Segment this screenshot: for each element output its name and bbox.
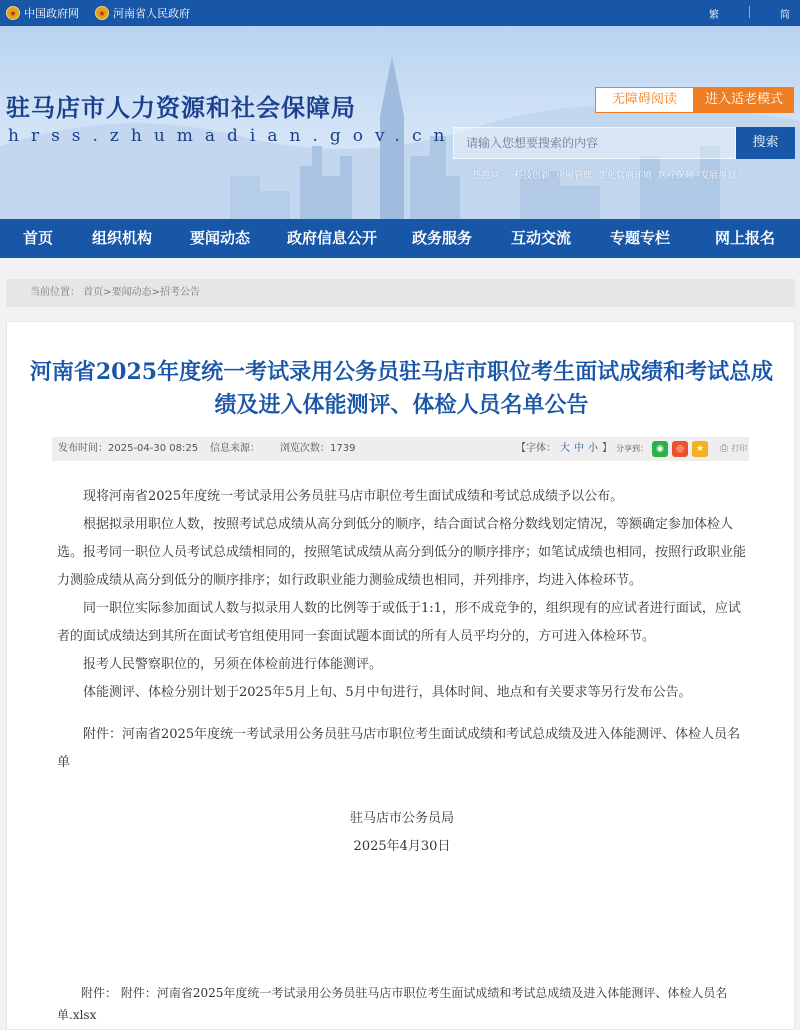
nav-home[interactable]: 首页: [22, 229, 53, 247]
paragraph: 同一职位实际参加面试人数与拟录用人数的比例等于或低于1:1，形不成竞争的，组织现有的应试者进行面试，应试者的面试成绩达到其所在面试考官组使用同一套面试题本面试的所有人员平均分的，方可进入体检环节。: [57, 601, 741, 644]
article-tools: [516, 437, 747, 461]
hotword-link[interactable]: 房屋管理: [556, 171, 593, 181]
site-title[interactable]: 驻马店市人力资源和社会保障局: [6, 93, 356, 122]
share-label: 分享到：: [616, 444, 648, 453]
view-count: 浏览次数：1739: [280, 443, 356, 454]
hotword-link[interactable]: 医疗保障: [658, 171, 695, 181]
site-url: hrss.zhumadian.gov.cn: [8, 126, 457, 146]
signature-date: 2025年4月30日: [353, 839, 451, 854]
nav-news[interactable]: 要闻动态: [189, 229, 250, 247]
article-body: [57, 483, 747, 861]
font-size-label: 【字体：: [516, 443, 556, 454]
hotwords-label: 热搜词：: [472, 171, 509, 181]
search-button[interactable]: 搜索: [736, 127, 795, 159]
hot-search-words: [472, 168, 736, 181]
elder-mode-button[interactable]: 进入适老模式: [694, 87, 794, 113]
national-emblem-icon: ★: [95, 6, 109, 20]
article-title: 河南省2025年度统一考试录用公务员驻马店市职位考生面试成绩和考试总成绩及进入体能测评、体检人员名单公告: [29, 359, 774, 418]
accessible-reading-button[interactable]: 无障碍阅读: [595, 87, 694, 113]
nav-organization[interactable]: 组织机构: [91, 229, 152, 247]
divider: [749, 6, 750, 18]
nav-gov-info[interactable]: 政府信息公开: [286, 229, 377, 247]
paragraph: 根据拟录用职位人数，按照考试总成绩从高分到低分的顺序，结合面试合格分数线划定情况，等额确定参加体检人选。报考同一职位人员考试总成绩相同的，按照笔试成绩从高分到低分的顺序排序；如笔试成绩也相同，按照行政职业能力测验成绩从高分到低分的顺序排序；如行政职业能力测验成绩也相同，并列排序，均进入体检环节。: [57, 517, 747, 588]
breadcrumb-label: 当前位置：: [30, 287, 80, 298]
font-size-large[interactable]: 大: [560, 443, 570, 454]
link-gov-cn[interactable]: 中国政府网: [24, 7, 79, 20]
publish-time: 发布时间：2025-04-30 08:25: [58, 443, 199, 454]
info-source: 信息来源：: [210, 443, 260, 454]
search-input[interactable]: 请输入您想要搜索的内容: [453, 127, 736, 159]
nav-online-registration[interactable]: 网上报名: [714, 229, 775, 247]
paragraph: 报考人民警察职位的，另须在体检前进行体能测评。: [83, 657, 383, 672]
weibo-share-icon[interactable]: ◎: [672, 441, 688, 457]
breadcrumb: [6, 279, 795, 307]
print-label: 打印: [731, 444, 748, 453]
font-size-small[interactable]: 小: [588, 443, 598, 454]
breadcrumb-path[interactable]: 首页>要闻动态>招考公告: [83, 287, 200, 298]
wechat-share-icon[interactable]: ◉: [652, 441, 668, 457]
hotword-link[interactable]: 科技创新: [514, 171, 551, 181]
print-button[interactable]: [720, 437, 747, 461]
hotword-link[interactable]: 优化营商环境: [598, 171, 653, 181]
article-panel: [6, 321, 795, 1030]
link-henan-gov[interactable]: 河南省人民政府: [113, 7, 190, 20]
font-size-medium[interactable]: 中: [574, 443, 584, 454]
nav-topics[interactable]: 专题专栏: [609, 229, 670, 247]
main-nav: [0, 219, 800, 258]
paragraph: 体能测评、体检分别计划于2025年5月上旬、5月中旬进行，具体时间、地点和有关要求等另行发布公告。: [83, 685, 692, 700]
traditional-chinese-toggle[interactable]: 繁: [709, 10, 719, 21]
article-meta-bar: [52, 437, 749, 461]
attachment-file-link[interactable]: 附件：河南省2025年度统一考试录用公务员驻马店市职位考生面试成绩和考试总成绩及进入体能测评、体检人员名单.xlsx: [57, 986, 728, 1022]
paragraph: 现将河南省2025年度统一考试录用公务员驻马店市职位考生面试成绩和考试总成绩予以公布。: [83, 489, 624, 504]
hotword-link[interactable]: 发展规划: [700, 171, 737, 181]
attachment-paragraph: 附件：河南省2025年度统一考试录用公务员驻马店市职位考生面试成绩和考试总成绩及进入体能测评、体检人员名单: [57, 727, 741, 770]
nav-interaction[interactable]: 互动交流: [510, 229, 571, 247]
attachment-download: [57, 982, 747, 1026]
top-bar: [0, 0, 800, 26]
attachment-label: 附件：: [81, 986, 118, 1000]
qzone-share-icon[interactable]: ★: [692, 441, 708, 457]
national-emblem-icon: ★: [6, 6, 20, 20]
nav-services[interactable]: 政务服务: [411, 229, 472, 247]
simplified-chinese-toggle[interactable]: 简: [780, 10, 790, 21]
print-icon: ⎙: [720, 443, 728, 454]
font-size-end: 】: [602, 443, 612, 454]
header-banner: [0, 26, 800, 219]
signature: 驻马店市公务员局: [349, 811, 454, 826]
